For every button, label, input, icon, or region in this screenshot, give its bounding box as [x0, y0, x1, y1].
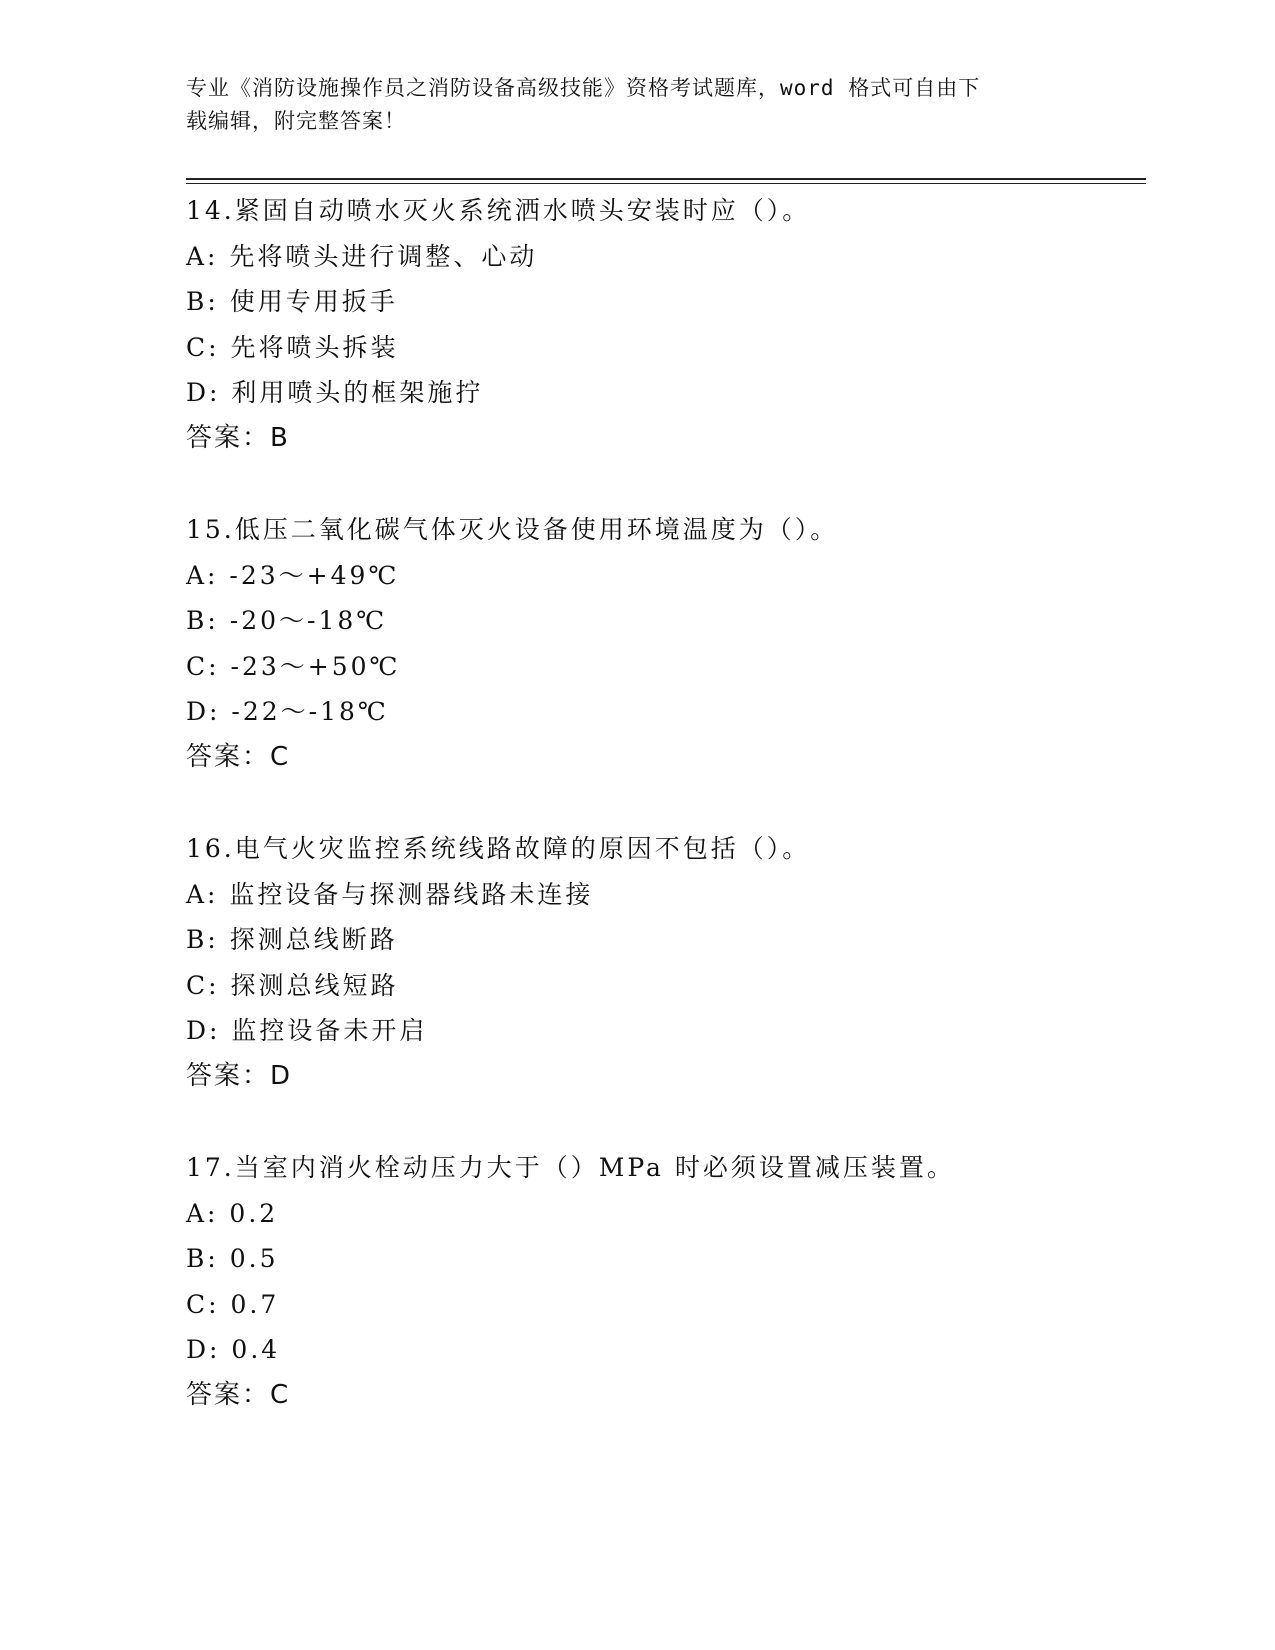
- document-header: [186, 72, 1086, 138]
- question-stem: 15.低压二氧化碳气体灭火设备使用环境温度为（）。: [186, 515, 839, 544]
- question-list: [186, 188, 1146, 1464]
- option-c: C: 探测总线短路: [186, 970, 399, 1000]
- question-stem: 14.紧固自动喷水灭火系统洒水喷头安装时应（）。: [186, 196, 811, 225]
- answer: 答案：B: [186, 422, 290, 453]
- option-a: A: 监控设备与探测器线路未连接: [186, 879, 594, 909]
- option-c: C: -23～+50℃: [186, 651, 401, 681]
- option-b: B: 0.5: [186, 1244, 279, 1273]
- option-b: B: 探测总线断路: [186, 925, 398, 954]
- question-stem: 17.当室内消火栓动压力大于（）MPa 时必须设置减压装置。: [186, 1153, 955, 1182]
- header-line-2: 载编辑，附完整答案！: [186, 109, 406, 133]
- question-15: [186, 507, 1146, 780]
- header-divider-thin: [186, 183, 1146, 184]
- question-stem: 16.电气火灾监控系统线路故障的原因不包括（）。: [186, 834, 811, 863]
- option-d: D: -22～-18℃: [186, 697, 389, 726]
- option-d: D: 0.4: [186, 1335, 281, 1364]
- option-c: C: 0.7: [186, 1289, 280, 1319]
- option-a: A: 0.2: [186, 1198, 279, 1228]
- answer: 答案：C: [186, 1379, 291, 1410]
- option-b: B: 使用专用扳手: [186, 287, 398, 316]
- question-16: [186, 826, 1146, 1099]
- option-b: B: -20～-18℃: [186, 606, 388, 635]
- option-a: A: -23～+49℃: [186, 560, 400, 590]
- option-c: C: 先将喷头拆装: [186, 332, 399, 362]
- header-line-1: 专业《消防设施操作员之消防设备高级技能》资格考试题库，word 格式可自由下: [186, 76, 981, 100]
- option-a: A: 先将喷头进行调整、心动: [186, 241, 538, 271]
- question-14: [186, 188, 1146, 461]
- answer: 答案：D: [186, 1060, 293, 1091]
- header-divider-thick: [186, 178, 1146, 180]
- option-d: D: 监控设备未开启: [186, 1016, 428, 1045]
- option-d: D: 利用喷头的框架施拧: [186, 378, 484, 407]
- answer: 答案：C: [186, 741, 291, 772]
- question-17: [186, 1145, 1146, 1418]
